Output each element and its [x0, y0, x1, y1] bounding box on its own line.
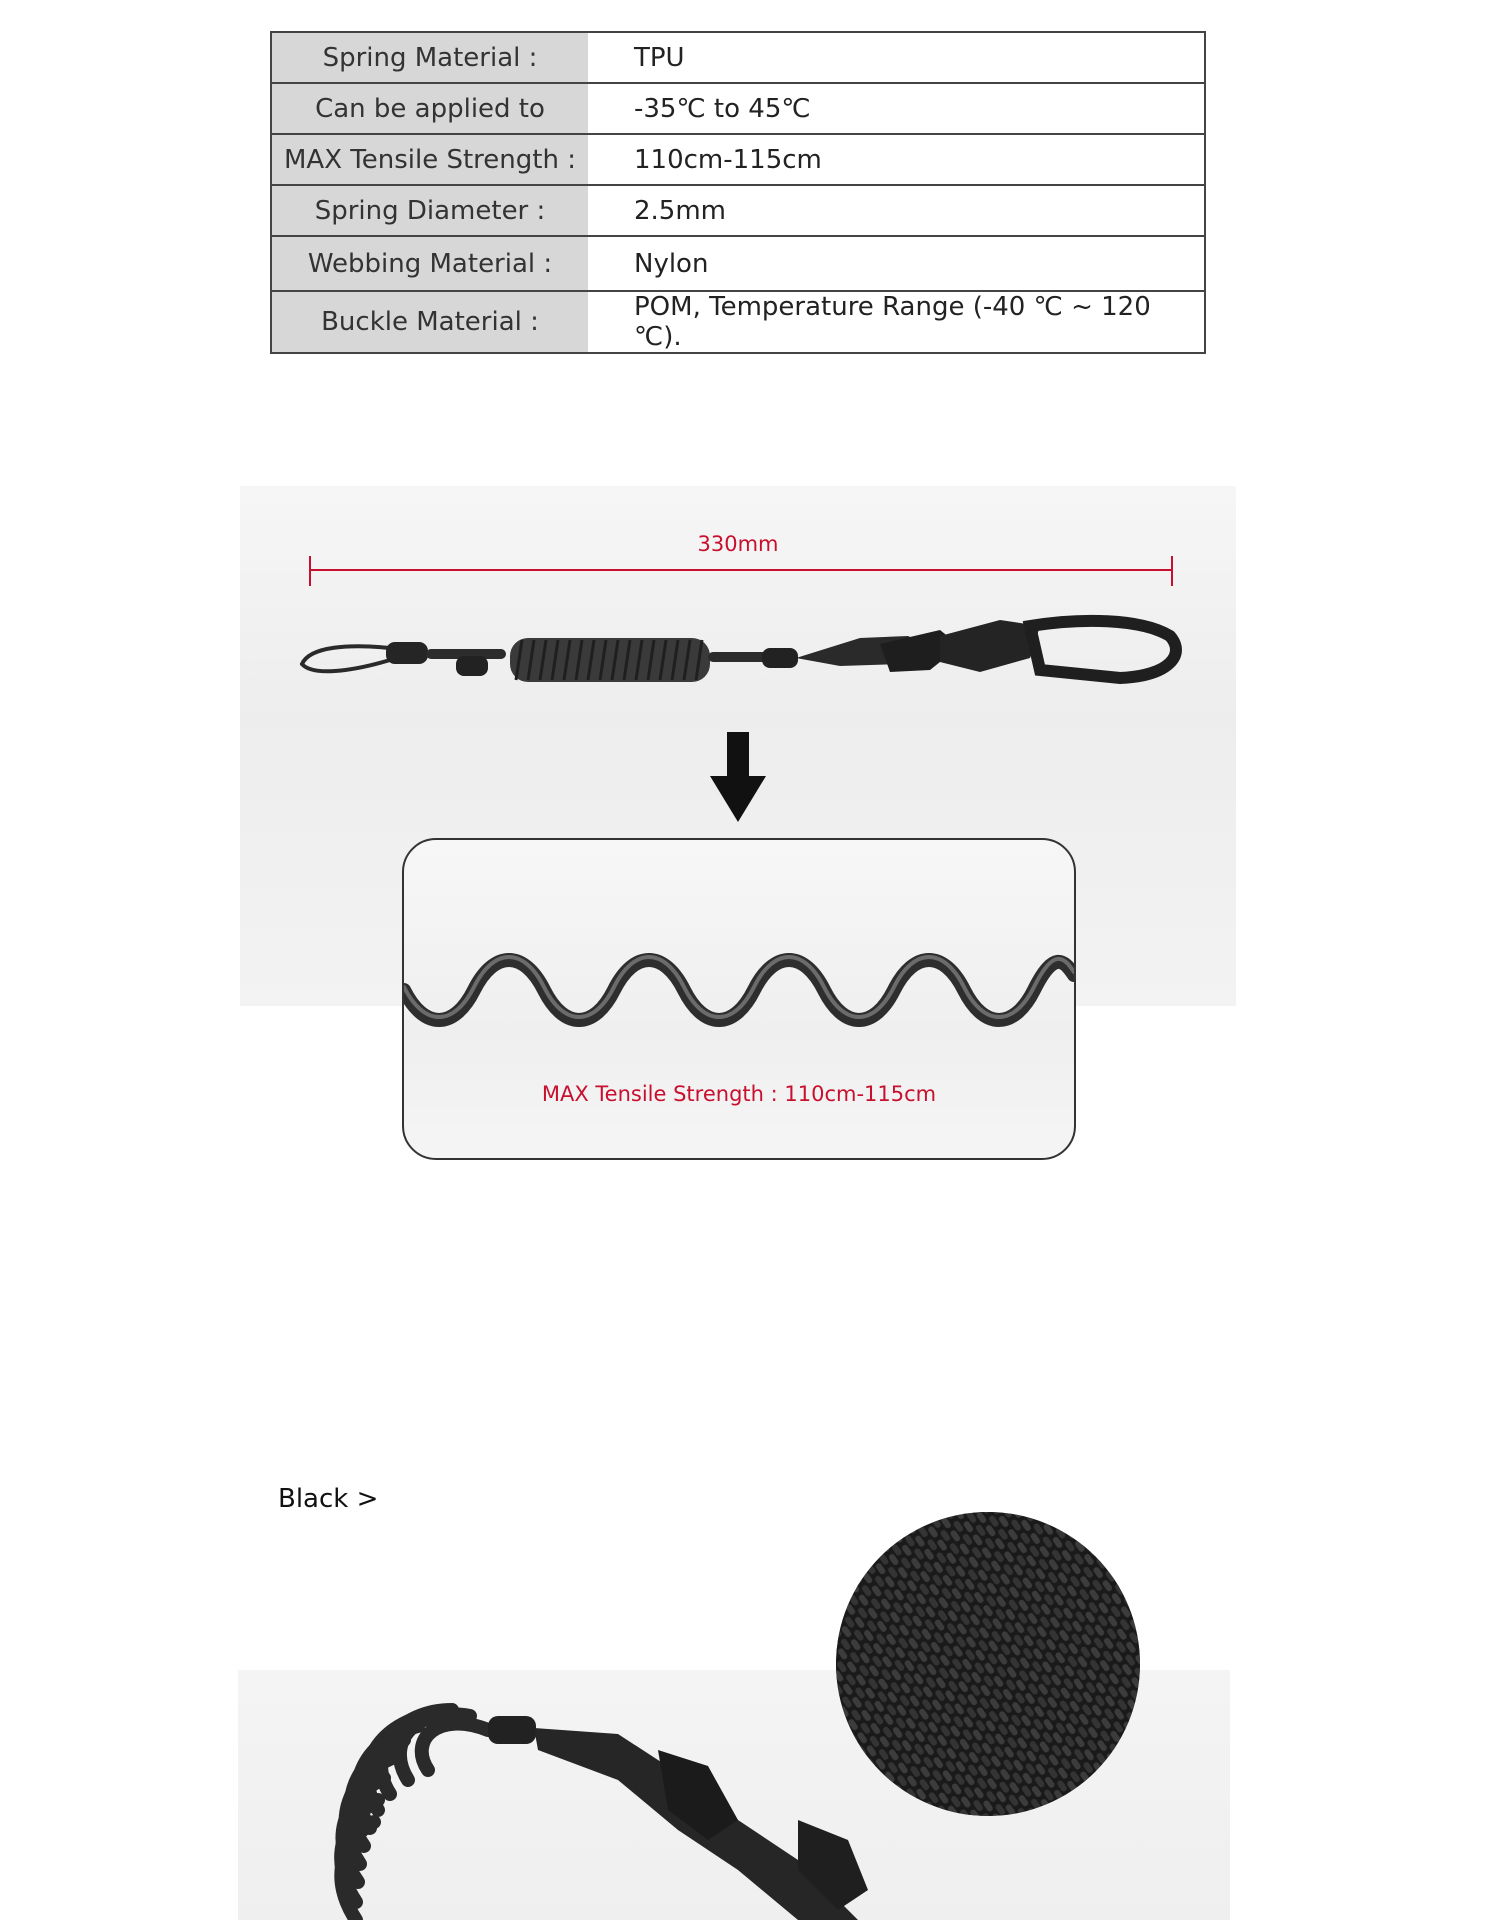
spec-label: Can be applied to: [271, 83, 588, 134]
buckle-clip-icon: [488, 1716, 868, 1920]
coiled-spring-icon: [341, 1710, 488, 1920]
spec-row: [271, 236, 1205, 291]
zoom-caption: MAX Tensile Strength : 110cm-115cm: [541, 1082, 937, 1106]
spec-row: [271, 185, 1205, 236]
coiled-spring-icon: [510, 638, 710, 682]
spec-label: Spring Diameter :: [271, 185, 588, 236]
left-crimp-icon: [386, 642, 428, 664]
woven-texture-icon: [836, 1512, 1140, 1816]
spec-row: [271, 134, 1205, 185]
spec-value: Nylon: [588, 236, 1205, 291]
spec-table: [270, 31, 1206, 354]
stretched-spring-callout: [402, 838, 1076, 1160]
down-arrow-icon: [710, 732, 766, 822]
left-loop-icon: [302, 646, 390, 671]
spec-value: 110cm-115cm: [588, 134, 1205, 185]
dimension-label: 330mm: [697, 532, 779, 556]
spec-value: TPU: [588, 32, 1205, 83]
spec-label: MAX Tensile Strength :: [271, 134, 588, 185]
spec-value: POM, Temperature Range (-40 ℃ ~ 120 ℃).: [588, 291, 1205, 353]
spec-label: Webbing Material :: [271, 236, 588, 291]
spec-label: Spring Material :: [271, 32, 588, 83]
color-variant-label: Black >: [278, 1484, 379, 1514]
spec-row: [271, 32, 1205, 83]
spec-label: Buckle Material :: [271, 291, 588, 353]
stretched-spring-illustration: [404, 840, 1074, 1158]
spec-row: [271, 83, 1205, 134]
buckle-clip-icon: [796, 620, 1176, 678]
webbing-texture-badge: [836, 1512, 1140, 1816]
spec-row: [271, 291, 1205, 353]
dimension-line: [310, 556, 1172, 586]
spec-value: 2.5mm: [588, 185, 1205, 236]
spec-value: -35℃ to 45℃: [588, 83, 1205, 134]
